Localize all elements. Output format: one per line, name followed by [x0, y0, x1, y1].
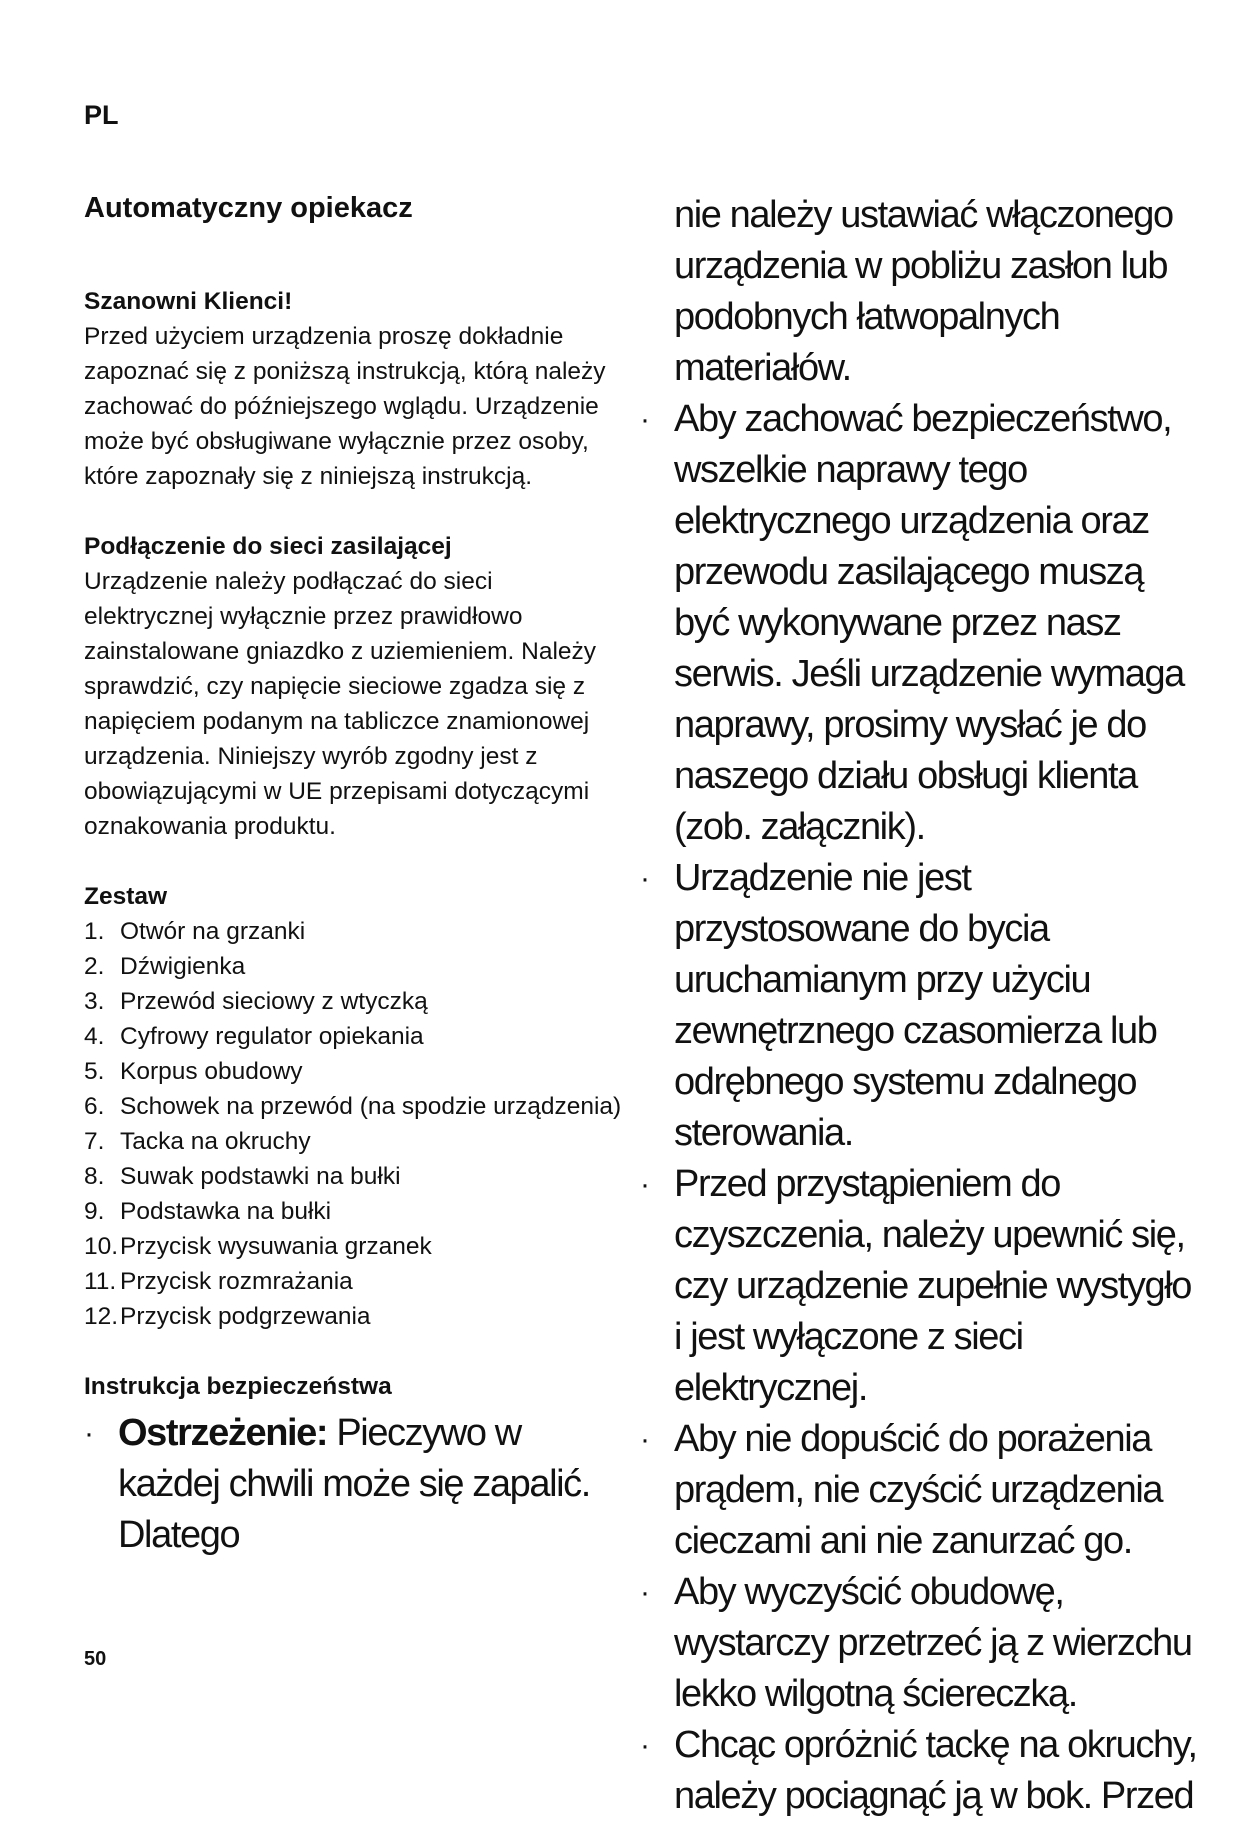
left-column: [84, 190, 624, 1561]
item-label: Przewód sieciowy z wtyczką: [120, 988, 428, 1015]
item-label: Otwór na grzanki: [120, 918, 306, 945]
item-text: Przed przystąpieniem do czyszczenia, należy upewnić się, czy urządzenie zupełnie wystygło i jest wyłączone z sieci elektrycznej.: [674, 1163, 1192, 1409]
safety-list-start: [84, 1408, 624, 1561]
item-number: 3.: [84, 988, 105, 1015]
bullet-icon: ·: [640, 1168, 649, 1201]
list-item: [84, 1089, 624, 1124]
list-item: [640, 394, 1200, 853]
greeting-text: Przed użyciem urządzenia proszę dokładnie zapoznać się z poniższą instrukcją, którą należy zachować do późniejszego wglądu. Urządzenie może być obsługiwane wyłącznie przez osoby, które zapoznały się z niniejszą instrukcją.: [84, 323, 606, 490]
bullet-icon: ·: [640, 1729, 649, 1762]
list-item: [640, 1720, 1200, 1822]
bullet-icon: ·: [640, 1576, 649, 1609]
item-number: 9.: [84, 1198, 105, 1225]
warning-label: Ostrzeżenie:: [118, 1412, 328, 1454]
item-label: Podstawka na bułki: [120, 1198, 332, 1225]
item-text: Aby wyczyścić obudowę, wystarczy przetrzeć ją z wierzchu lekko wilgotną ściereczką.: [674, 1571, 1192, 1715]
list-item: [84, 1054, 624, 1089]
document-title: Automatyczny opiekacz: [84, 192, 413, 224]
item-number: 6.: [84, 1093, 105, 1120]
bullet-icon: ·: [640, 1423, 649, 1456]
list-item: [84, 914, 624, 949]
item-label: Suwak podstawki na bułki: [120, 1163, 401, 1190]
list-item: [84, 1124, 624, 1159]
kit-heading: Zestaw: [84, 883, 168, 910]
page-number: 50: [84, 1648, 107, 1670]
item-text: Aby zachować bezpieczeństwo, wszelkie naprawy tego elektrycznego urządzenia oraz przewodu zasilającego muszą być wykonywane przez nasz serwis. Jeśli urządzenie wymaga naprawy, prosimy wysłać je do naszego działu obsługi klienta (zob. załącznik).: [674, 398, 1184, 848]
item-label: Korpus obudowy: [120, 1058, 303, 1085]
item-label: Tacka na okruchy: [120, 1128, 311, 1155]
list-item: [84, 1229, 624, 1264]
list-item: [84, 1408, 624, 1561]
list-item: [640, 853, 1200, 1159]
power-text: Urządzenie należy podłączać do sieci elektrycznej wyłącznie przez prawidłowo zainstalowane gniazdko z uziemieniem. Należy sprawdzić, czy napięcie sieciowe zgadza się z napięciem podanym na tabliczce znamionowej urządzenia. Niniejszy wyrób zgodny jest z obowiązującymi w UE przepisami dotyczącymi oznakowania produktu.: [84, 568, 597, 840]
bullet-icon: ·: [640, 862, 649, 895]
item-label: Cyfrowy regulator opiekania: [120, 1023, 424, 1050]
continuation-text: nie należy ustawiać włączonego urządzenia w pobliżu zasłon lub podobnych łatwopalnych materiałów.: [674, 194, 1173, 389]
right-column: [640, 190, 1200, 1822]
warning-text: Pieczywo w każdej chwili może się zapalić. Dlatego: [118, 1412, 590, 1556]
list-item: [84, 1299, 624, 1334]
item-number: 11.: [84, 1268, 117, 1295]
list-item: [640, 1414, 1200, 1567]
item-number: 2.: [84, 953, 105, 980]
language-code: PL: [84, 100, 119, 130]
list-item: [84, 1194, 624, 1229]
item-label: Dźwigienka: [120, 953, 246, 980]
safety-heading: Instrukcja bezpieczeństwa: [84, 1373, 392, 1400]
item-label: Schowek na przewód (na spodzie urządzenia): [120, 1093, 622, 1120]
item-text: Chcąc opróżnić tackę na okruchy, należy pociągnąć ją w bok. Przed: [674, 1724, 1197, 1817]
list-item: [84, 1264, 624, 1299]
bullet-icon: ·: [640, 403, 649, 436]
item-text: Aby nie dopuścić do porażenia prądem, nie czyścić urządzenia cieczami ani nie zanurzać go.: [674, 1418, 1163, 1562]
item-label: Przycisk wysuwania grzanek: [120, 1233, 432, 1260]
item-number: 5.: [84, 1058, 105, 1085]
safety-list-continued: [640, 190, 1200, 1822]
item-text: Urządzenie nie jest przystosowane do bycia uruchamianym przy użyciu zewnętrznego czasomierza lub odrębnego systemu zdalnego sterowania.: [674, 857, 1157, 1154]
item-label: Przycisk rozmrażania: [120, 1268, 353, 1295]
list-item: [84, 1019, 624, 1054]
item-number: 10.: [84, 1233, 119, 1260]
list-item: [640, 1567, 1200, 1720]
list-item: [640, 1159, 1200, 1414]
item-number: 12.: [84, 1303, 119, 1330]
item-number: 1.: [84, 918, 105, 945]
list-item: [84, 1159, 624, 1194]
greeting-heading: Szanowni Klienci!: [84, 288, 293, 315]
item-number: 7.: [84, 1128, 105, 1155]
bullet-icon: ·: [84, 1417, 93, 1450]
item-label: Przycisk podgrzewania: [120, 1303, 371, 1330]
kit-list: [84, 914, 624, 1334]
power-heading: Podłączenie do sieci zasilającej: [84, 533, 452, 560]
list-item: [84, 984, 624, 1019]
item-number: 8.: [84, 1163, 105, 1190]
item-number: 4.: [84, 1023, 105, 1050]
list-item: [84, 949, 624, 984]
list-item-continuation: [640, 190, 1200, 394]
